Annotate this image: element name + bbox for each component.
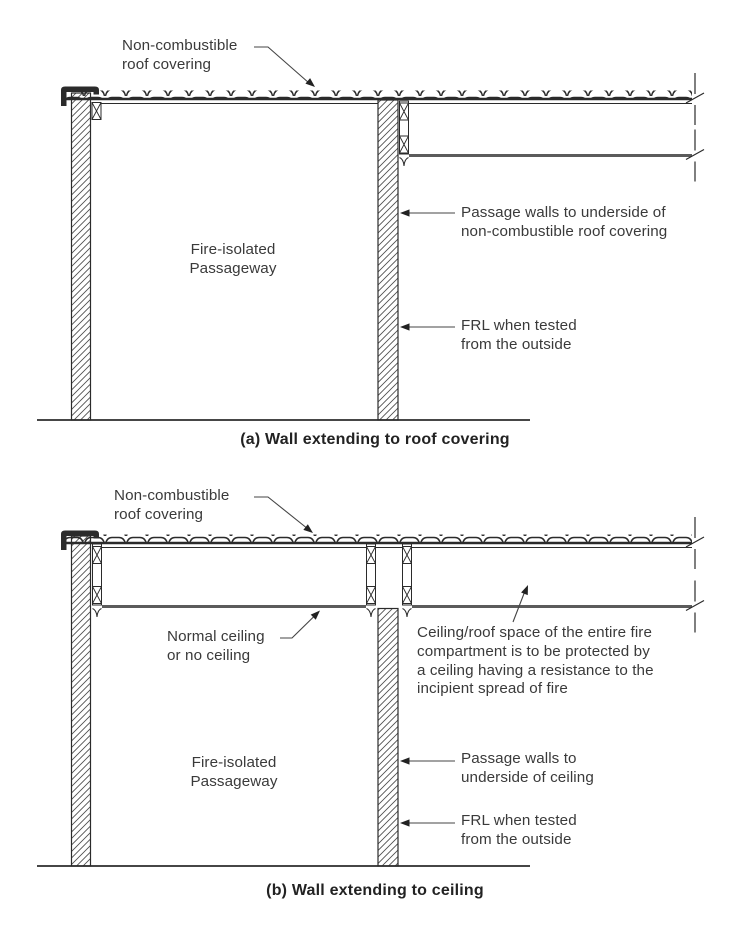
leader-arrow-icon xyxy=(521,584,531,596)
label-passage-walls-b: Passage walls to underside of ceiling xyxy=(461,750,594,786)
label-passageway-b: Fire-isolated Passageway xyxy=(190,754,278,790)
roof-covering-a xyxy=(62,91,692,104)
cross-blocking-icon xyxy=(367,587,376,604)
label-frl-b: FRL when tested from the outside xyxy=(461,812,577,848)
leader-arrow-icon xyxy=(400,819,410,826)
compartment-ceiling-b xyxy=(412,605,692,608)
left-wall-a xyxy=(72,93,91,420)
cross-blocking-icon xyxy=(403,547,412,564)
leader-arrow-icon xyxy=(305,78,317,90)
cross-blocking-icon xyxy=(400,103,409,120)
leader-arrow-icon xyxy=(400,323,410,330)
cross-blocking-icon xyxy=(93,547,102,564)
compartment-ceiling-a xyxy=(409,154,692,157)
leader-roof-label-a xyxy=(254,47,309,83)
caption-diagram-a: (a) Wall extending to roof covering xyxy=(240,431,510,448)
cross-blocking-icon xyxy=(92,103,101,120)
cross-blocking-icon xyxy=(93,587,102,604)
cornice-detail-b xyxy=(93,609,412,618)
leader-roof-label-b xyxy=(254,497,308,529)
leader-arrow-icon xyxy=(303,524,315,536)
leader-arrow-icon xyxy=(400,209,410,216)
label-passage-walls-a: Passage walls to underside of non-combustible roof covering xyxy=(461,204,668,240)
label-frl-a: FRL when tested from the outside xyxy=(461,317,577,353)
label-normal-ceiling-b: Normal ceiling or no ceiling xyxy=(167,628,265,664)
middle-wall-a xyxy=(378,100,398,420)
leader-arrow-icon xyxy=(400,757,410,764)
cross-blocking-icon xyxy=(400,136,409,153)
label-roof-covering-b: Non-combustible roof covering xyxy=(114,487,230,523)
roof-covering-b xyxy=(62,535,692,548)
label-roof-space-b: Ceiling/roof space of the entire fire compartment is to be protected by a ceiling having a resistance to the incipient spread of fire xyxy=(417,624,654,698)
left-wall-b xyxy=(72,536,91,866)
leader-normal-ceiling-b xyxy=(280,614,317,639)
label-roof-covering-a: Non-combustible roof covering xyxy=(122,37,238,73)
cross-blocking-icon xyxy=(367,547,376,564)
cross-blocking-icon xyxy=(403,587,412,604)
label-passageway-a: Fire-isolated Passageway xyxy=(189,241,277,277)
passageway-ceiling-b xyxy=(102,605,366,608)
caption-diagram-b: (b) Wall extending to ceiling xyxy=(266,882,484,899)
middle-wall-b xyxy=(378,609,398,867)
cornice-detail-a xyxy=(400,158,409,167)
